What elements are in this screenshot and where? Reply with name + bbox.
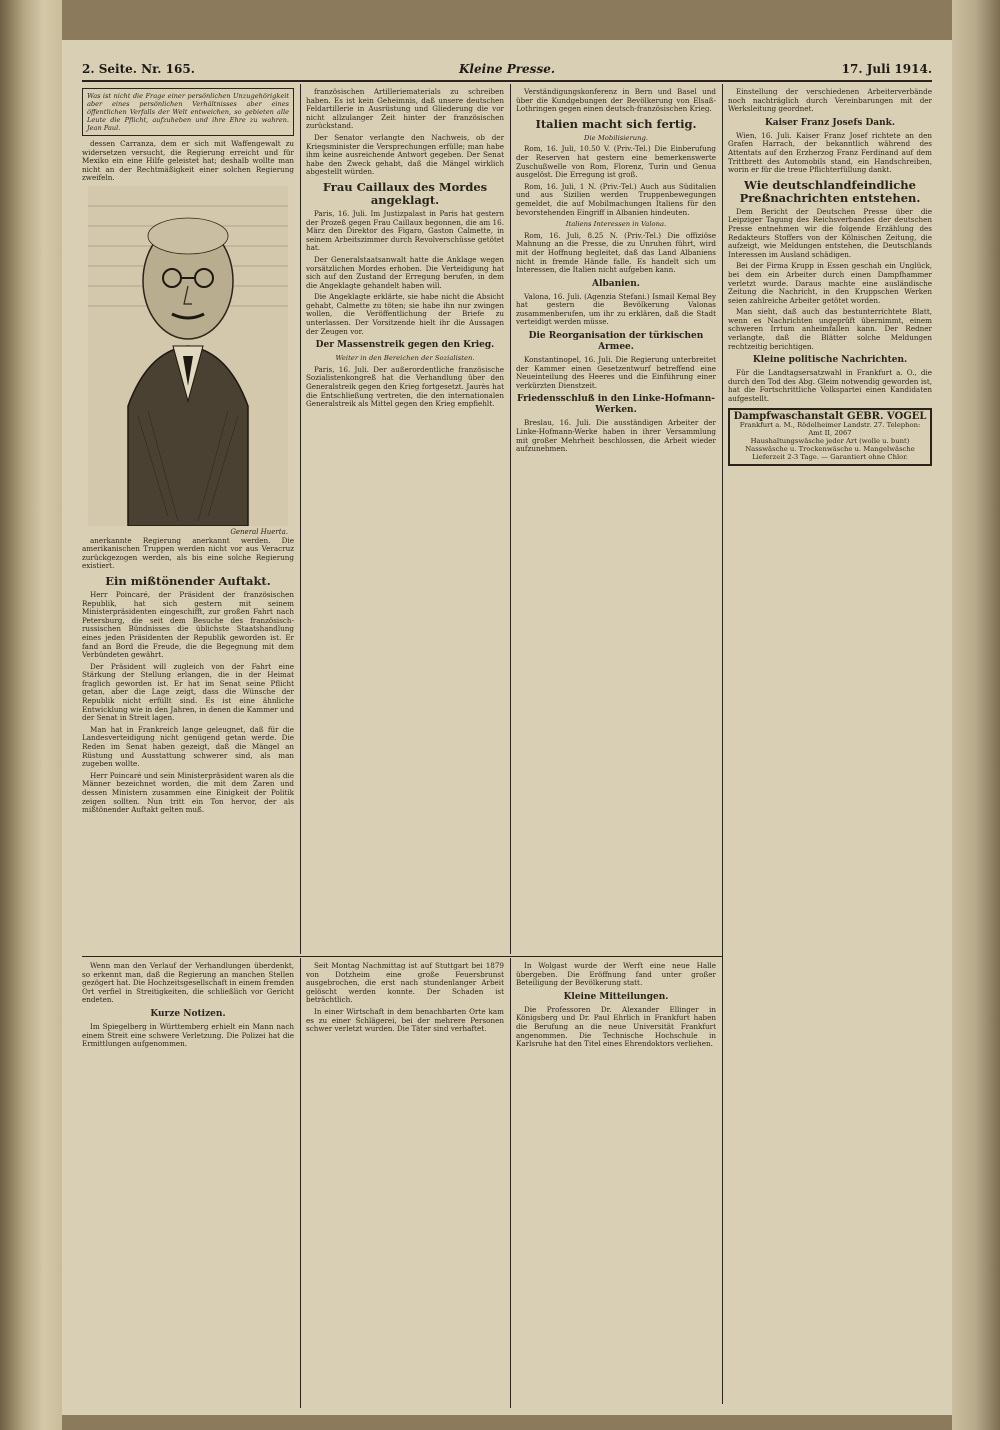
subheadline: Die Mobilisierung.	[584, 133, 648, 142]
article-text: Bei der Firma Krupp in Essen geschah ein Unglück, bei dem ein Arbeiter durch einen Dampfhammer verletzt wurde. Daraus machte eine ausländische Zeitung die Nachricht, in den Kruppschen Werken seien zahlreiche Arbeiter getötet worden.	[728, 261, 932, 305]
article-text: Konstantinopel, 16. Juli. Die Regierung unterbreitet der Kammer einen Gesetzentwurf betreffend eine Neueinteilung des Heeres und die Einführung einer verkürzten Dienstzeit.	[516, 355, 716, 390]
article-text: Paris, 16. Juli. Der außerordentliche französische Sozialistenkongreß hat die Verhandlung über den Generalstreik gegen den Krieg fortgesetzt. Jaurès hat die Entschließung vertreten, die den internationalen Generalstreik als Mittel gegen den Krieg empfiehlt.	[306, 364, 504, 409]
article-text: Wien, 16. Juli. Kaiser Franz Josef richtete an den Grafen Harrach, der bekanntlich während des Attentats auf den Erzherzog Franz Ferdinand auf dem Trittbrett des Automobils stand, ein Handschreiben, worin er für die treue Pflichterfüllung dankt.	[728, 130, 932, 175]
bottom-column-1	[82, 962, 294, 1408]
column-2	[306, 88, 504, 952]
article-text: Einstellung der verschiedenen Arbeiterverbände noch nachträglich durch Vereinbarungen mit der Werksleitung geordnet.	[728, 88, 932, 114]
subheadline: Italiens Interessen in Valona.	[565, 220, 667, 229]
ad-title: Dampfwaschanstalt GEBR. VOGEL	[733, 410, 927, 422]
newspaper-page	[62, 40, 952, 1415]
article-text: Die Angeklagte erklärte, sie habe nicht die Absicht gehabt, Calmette zu töten; sie habe ihn nur zwingen wollen, die Veröffentlichung der Briefe zu unterlassen. Der Vorsitzende hielt ihr die Aussagen der Zeugen vor.	[306, 292, 504, 336]
article-text: Dem Bericht der Deutschen Presse über die Leipziger Tagung des Reichsverbandes der deutschen Presse entnehmen wir die folgende Erzählung des Redakteurs Stoffers von der Kölnischen Zeitung, die aufzeigt, wie Meldungen entstehen, die Deutschlands Interessen im Ausland schädigen.	[728, 206, 932, 259]
article-text: Rom, 16. Juli, 8.25 N. (Priv.-Tel.) Die offiziöse Mahnung an die Presse, die zu Unruhen führt, wird mit der Hoffnung begleitet, daß das Land Albaniens nicht in fremde Hände falle. Es handelt sich um Interessen, die Italien nicht aufgeben kann.	[516, 230, 716, 275]
portrait-caption: General Huerta.	[230, 527, 288, 536]
huerta-portrait	[88, 186, 288, 526]
article-text: In Wolgast wurde der Werft eine neue Halle übergeben. Die Eröffnung fand unter großer Beteiligung der Bevölkerung statt.	[516, 962, 716, 988]
column-4	[728, 88, 932, 1408]
column-rule	[300, 958, 301, 1408]
page-edge	[952, 0, 1000, 1430]
article-text: französischen Artilleriematerials zu schreiben haben. Es ist kein Geheimnis, daß unsere deutschen Feldartillerie in Ausrüstung und Gliederung die vor nicht allzulanger Zeit hinter der französischen zurückstand.	[306, 88, 504, 131]
article-text: Die Professoren Dr. Alexander Ellinger in Königsberg und Dr. Paul Ehrlich in Frankfurt haben die Berufung an die neue Universität Frankfurt angenommen. Die Technische Hochschule in Karlsruhe hat den Titel eines Ehrendoktors verliehen.	[516, 1004, 716, 1049]
headline-kurze-notizen: Kurze Notizen.	[150, 1008, 226, 1019]
bottom-column-3	[516, 962, 716, 1408]
column-1	[82, 88, 294, 952]
column-rule	[722, 84, 723, 1404]
column-3	[516, 88, 716, 952]
article-text: Breslau, 16. Juli. Die ausständigen Arbeiter der Linke-Hofmann-Werke haben in ihrer Versammlung mit großer Mehrheit beschlossen, die Arbeit wieder aufzunehmen.	[516, 418, 716, 454]
headline-tuerkei: Die Reorganisation der türkischen Armee.	[528, 331, 704, 353]
headline-franz-josef: Kaiser Franz Josefs Dank.	[764, 117, 895, 128]
column-rule	[510, 84, 511, 954]
article-text: Der Präsident will zugleich von der Fahrt eine Stärkung der Stellung erlangen, die in der Heimat fraglich geworden ist. Er hat im Senat seine Pflicht getan, aber die Lage zeigt, dass die Wünsche der Republik nicht erfüllt sind. Es ist eine ähnliche Entwicklung wie in den Jahren, in denen die Kammer und der Senat in Streit lagen.	[82, 661, 294, 723]
ad-line: Frankfurt a. M., Rödelheimer Landstr. 27. Telephon: Amt II, 2067	[739, 421, 921, 438]
article-text: dessen Carranza, dem er sich mit Waffengewalt zu widersetzen versucht, die Regierung erreicht und für Mexiko ein eine Hilfe geleistet hat; deshalb wollte man nicht an der Rechtmäßigkeit einer solchen Regierung zweifeln.	[82, 139, 294, 183]
article-text: Verständigungskonferenz in Bern und Basel und über die Kundgebungen der Bevölkerung von Elsaß-Lothringen gegen einen deutsch-französischen Krieg.	[516, 88, 716, 114]
ad-line: Haushaltungswäsche jeder Art (wolle u. bunt)	[750, 437, 910, 446]
article-text: Im Spiegelberg in Württemberg erhielt ein Mann nach einem Streit eine schwere Verletzung. Die Polizei hat die Ermittlungen aufgenommen.	[82, 1021, 294, 1049]
epigraph: Was ist nicht die Frage einer persönlichen Unzugehörigkeit aber eines persönlichen Verhältnisses aber eines öffentlichen Verfalls der Welt entweichen, so gebieten alle Leute die Pflicht, aufzuheben und ihre Ehre zu wahren. Jean Paul.	[82, 88, 294, 136]
article-text: Man sieht, daß auch das bestunterrichtete Blatt, wenn es Nachrichten ungeprüft übernimmt, einem schweren Irrtum anheimfallen kann. Der Redner verlangte, daß die Blätter solche Meldungen rechtzeitig berichtigen.	[728, 307, 932, 351]
article-text: Rom, 16. Juli, 10.50 V. (Priv.-Tel.) Die Einberufung der Reserven hat gestern eine bemerkenswerte Zuschußwelle von Rom, Florenz, Turin und Genua ausgelöst. Die Erregung ist groß.	[516, 144, 716, 180]
article-text: Man hat in Frankreich lange geleugnet, daß für die Landesverteidigung nicht genügend getan werde. Die Reden im Senat haben gezeigt, daß die Mängel an Rüstung und Ausstattung schwerer sind, als man zugeben wollte.	[82, 724, 294, 769]
masthead: Kleine Presse.	[458, 62, 556, 76]
article-text: Paris, 16. Juli. Im Justizpalast in Paris hat gestern der Prozeß gegen Frau Caillaux begonnen, die am 16. März den Direktor des Figaro, Gaston Calmette, in seinem Arbeitszimmer durch Revolverschüsse getötet hat.	[306, 208, 504, 253]
article-text: Der Senator verlangte den Nachweis, ob der Kriegsminister die Versprechungen erfülle; man habe ihm keine ausreichende Antwort gegeben. Der Senat habe den Zweck gehabt, daß die Mängel wirklich abgestellt würden.	[306, 132, 504, 177]
column-rule	[510, 958, 511, 1408]
article-text: Für die Landtagsersatzwahl in Frankfurt a. O., die durch den Tod des Abg. Gleim notwendig geworden ist, hat die Fortschrittliche Volkspartei einen Kandidaten aufgestellt.	[728, 368, 932, 404]
article-text: Wenn man den Verlauf der Verhandlungen überdenkt, so erkennt man, daß die Regierung an manchen Stellen gezögert hat. Die Hochzeitsgesellschaft in einem fremden Ort verfiel in Streitigkeiten, die schließlich vor Gericht endeten.	[82, 962, 294, 1005]
article-text: In einer Wirtschaft in dem benachbarten Orte kam es zu einer Schlägerei, bei der mehrere Personen schwer verletzt wurden. Die Täter sind verhaftet.	[306, 1006, 504, 1034]
ad-line: Nasswäsche u. Trockenwäsche u. Mangelwäsche	[745, 445, 915, 454]
article-text: Der Generalstaatsanwalt hatte die Anklage wegen vorsätzlichen Mordes erhoben. Die Verteidigung hat sich auf den Zustand der Erregung berufen, in dem die Angeklagte gehandelt haben will.	[306, 254, 504, 290]
headline-linke-hofmann: Friedensschluß in den Linke-Hofmann-Werken.	[516, 394, 716, 416]
subheadline: Weiter in den Bereichen der Sozialisten.	[335, 354, 475, 363]
headline-massenstreik: Der Massenstreik gegen den Krieg.	[315, 340, 495, 351]
article-text: anerkannte Regierung anerkannt werden. Die amerikanischen Truppen werden nicht vor aus Veracruz zurückgezogen werden, als bis eine solche Regierung existiert.	[82, 535, 294, 571]
headline-pressnachrichten: Wie deutschlandfeindliche Preßnachrichten entstehen.	[739, 177, 921, 205]
page-date: 17. Juli 1914.	[841, 62, 932, 76]
headline-kleine-mitteilungen: Kleine Mitteilungen.	[563, 991, 669, 1002]
headline-auftakt: Ein mißtönender Auftakt.	[105, 573, 271, 588]
article-text: Seit Montag Nachmittag ist auf Stuttgart bei 1879 von Dotzheim eine große Feuersbrunst ausgebrochen, die erst nach stundenlanger Arbeit gelöscht werden konnte. Der Schaden ist beträchtlich.	[306, 962, 504, 1005]
headline-caillaux: Frau Caillaux des Mordes angeklagt.	[322, 179, 488, 207]
column-rule	[300, 84, 301, 954]
book-binding	[0, 0, 62, 1430]
article-text: Herr Poincaré und sein Ministerpräsident waren als die Männer bezeichnet worden, die mit dem Zaren und dessen Ministern zusammen eine Einigkeit der Politik zeigen sollten. Nun tritt ein Ton hervor, der als mißtönender Auftakt gelten muß.	[82, 770, 294, 815]
ad-line: Lieferzeit 2-3 Tage. — Garantiert ohne Chlor.	[752, 453, 908, 462]
article-text: Herr Poincaré, der Präsident der französischen Republik, hat sich gestern mit seinem Ministerpräsidenten eingeschifft, zur großen Fahrt nach Petersburg, die seit dem Besuche des französisch-russischen Bündnisses die üblichste Staatshandlung eines jeden Präsidenten der Republik geworden ist. Er fand an Bord die Freude, die die Begegnung mit dem Verbündeten gewährt.	[82, 589, 294, 660]
headline-italien: Italien macht sich fertig.	[535, 116, 697, 131]
headline-kleine-politische: Kleine politische Nachrichten.	[752, 355, 908, 366]
headline-albanien: Albanien.	[592, 278, 640, 289]
bottom-column-2	[306, 962, 504, 1408]
section-rule	[82, 956, 722, 957]
page-header	[82, 62, 932, 82]
article-text: Rom, 16. Juli, 1 N. (Priv.-Tel.) Auch aus Süditalien und aus Sizilien werden Truppenbewegungen gemeldet, die auf Mobilmachungen Italiens für den bevorstehenden Eingriff in Albanien hindeuten.	[516, 181, 716, 217]
page-number: 2. Seite. Nr. 165.	[82, 62, 195, 76]
advertisement-vogel	[728, 408, 932, 467]
article-text: Valona, 16. Juli. (Agenzia Stefani.) Ismail Kemal Bey hat gestern die Bevölkerung Valonas zusammenberufen, um ihr zu erklären, daß die Stadt verteidigt werden müsse.	[516, 291, 716, 327]
